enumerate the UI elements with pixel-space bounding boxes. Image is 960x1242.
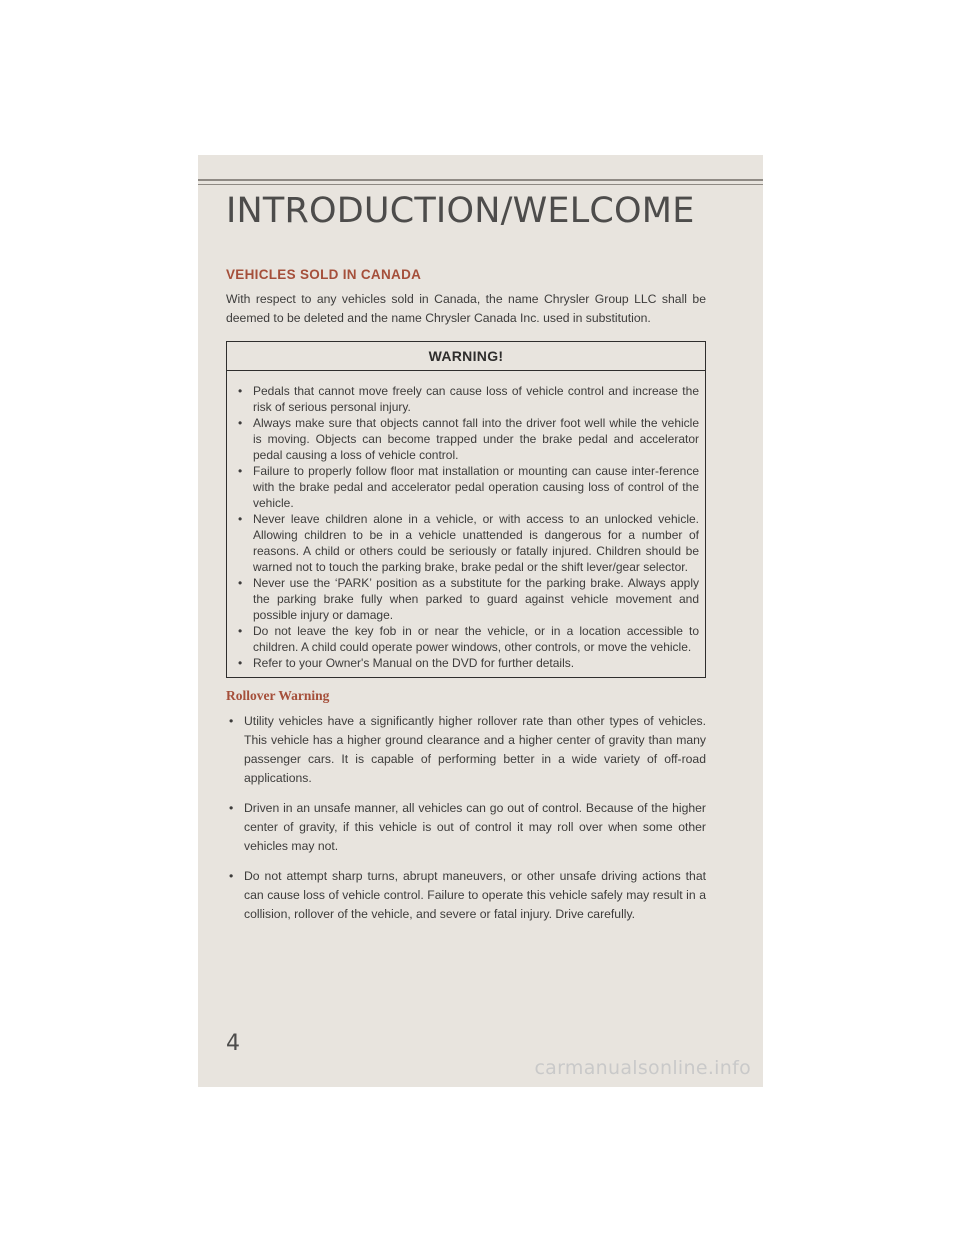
warning-item: • Never leave children alone in a vehicle, or with access to an unlocked vehicle. Allowing children to be in a vehicle unattended is dangerous for a number of reasons. A child or others could be seriously or fatally injured. Children should be warned not to touch the parking brake, brake pedal or the shift lever/gear selector.: [235, 511, 699, 575]
warning-item: • Do not leave the key fob in or near the vehicle, or in a location accessible to children. A child could operate power windows, other controls, or move the vehicle.: [235, 623, 699, 655]
rollover-item: • Utility vehicles have a significantly higher rollover rate than other types of vehicles. This vehicle has a higher ground clearance and a higher center of gravity than many passenger cars. It is capable of performing better in a wide variety of off-road applications.: [226, 712, 706, 788]
section-title: INTRODUCTION/WELCOME: [226, 191, 695, 231]
warning-item: • Refer to your Owner's Manual on the DVD for further details.: [235, 655, 699, 671]
rollover-item: • Do not attempt sharp turns, abrupt maneuvers, or other unsafe driving actions that can cause loss of vehicle control. Failure to operate this vehicle safely may result in a collision, rollover of the vehicle, and severe or fatal injury. Drive carefully.: [226, 867, 706, 924]
canada-heading: VEHICLES SOLD IN CANADA: [226, 267, 422, 282]
warning-item: • Failure to properly follow floor mat installation or mounting can cause inter-ference with the brake pedal and accelerator pedal operation causing loss of control of the vehicle.: [235, 463, 699, 511]
rollover-list: [226, 712, 706, 924]
warning-box: [226, 341, 706, 678]
warning-title: WARNING!: [227, 342, 705, 371]
rollover-item: • Driven in an unsafe manner, all vehicles can go out of control. Because of the higher center of gravity, if this vehicle is out of control it may roll over when some other vehicles may not.: [226, 799, 706, 856]
rollover-heading: Rollover Warning: [226, 688, 330, 703]
warning-list: [227, 371, 705, 677]
header-rule-thick: [198, 179, 763, 181]
manual-page: [198, 155, 763, 1087]
page-number: 4: [226, 1031, 240, 1056]
canada-paragraph: With respect to any vehicles sold in Canada, the name Chrysler Group LLC shall be deemed to be deleted and the name Chrysler Canada Inc. used in substitution.: [226, 292, 706, 325]
warning-item: • Never use the ‘PARK’ position as a substitute for the parking brake. Always apply the parking brake fully when parked to guard against vehicle movement and possible injury or damage.: [235, 575, 699, 623]
watermark: carmanualsonline.info: [534, 1057, 751, 1079]
warning-item: • Pedals that cannot move freely can cause loss of vehicle control and increase the risk of serious personal injury.: [235, 383, 699, 415]
header-rule-thin: [198, 184, 763, 185]
warning-item: • Always make sure that objects cannot fall into the driver foot well while the vehicle is moving. Objects can become trapped under the brake pedal and accelerator pedal causing a loss of vehicle control.: [235, 415, 699, 463]
page-content: [226, 267, 706, 935]
